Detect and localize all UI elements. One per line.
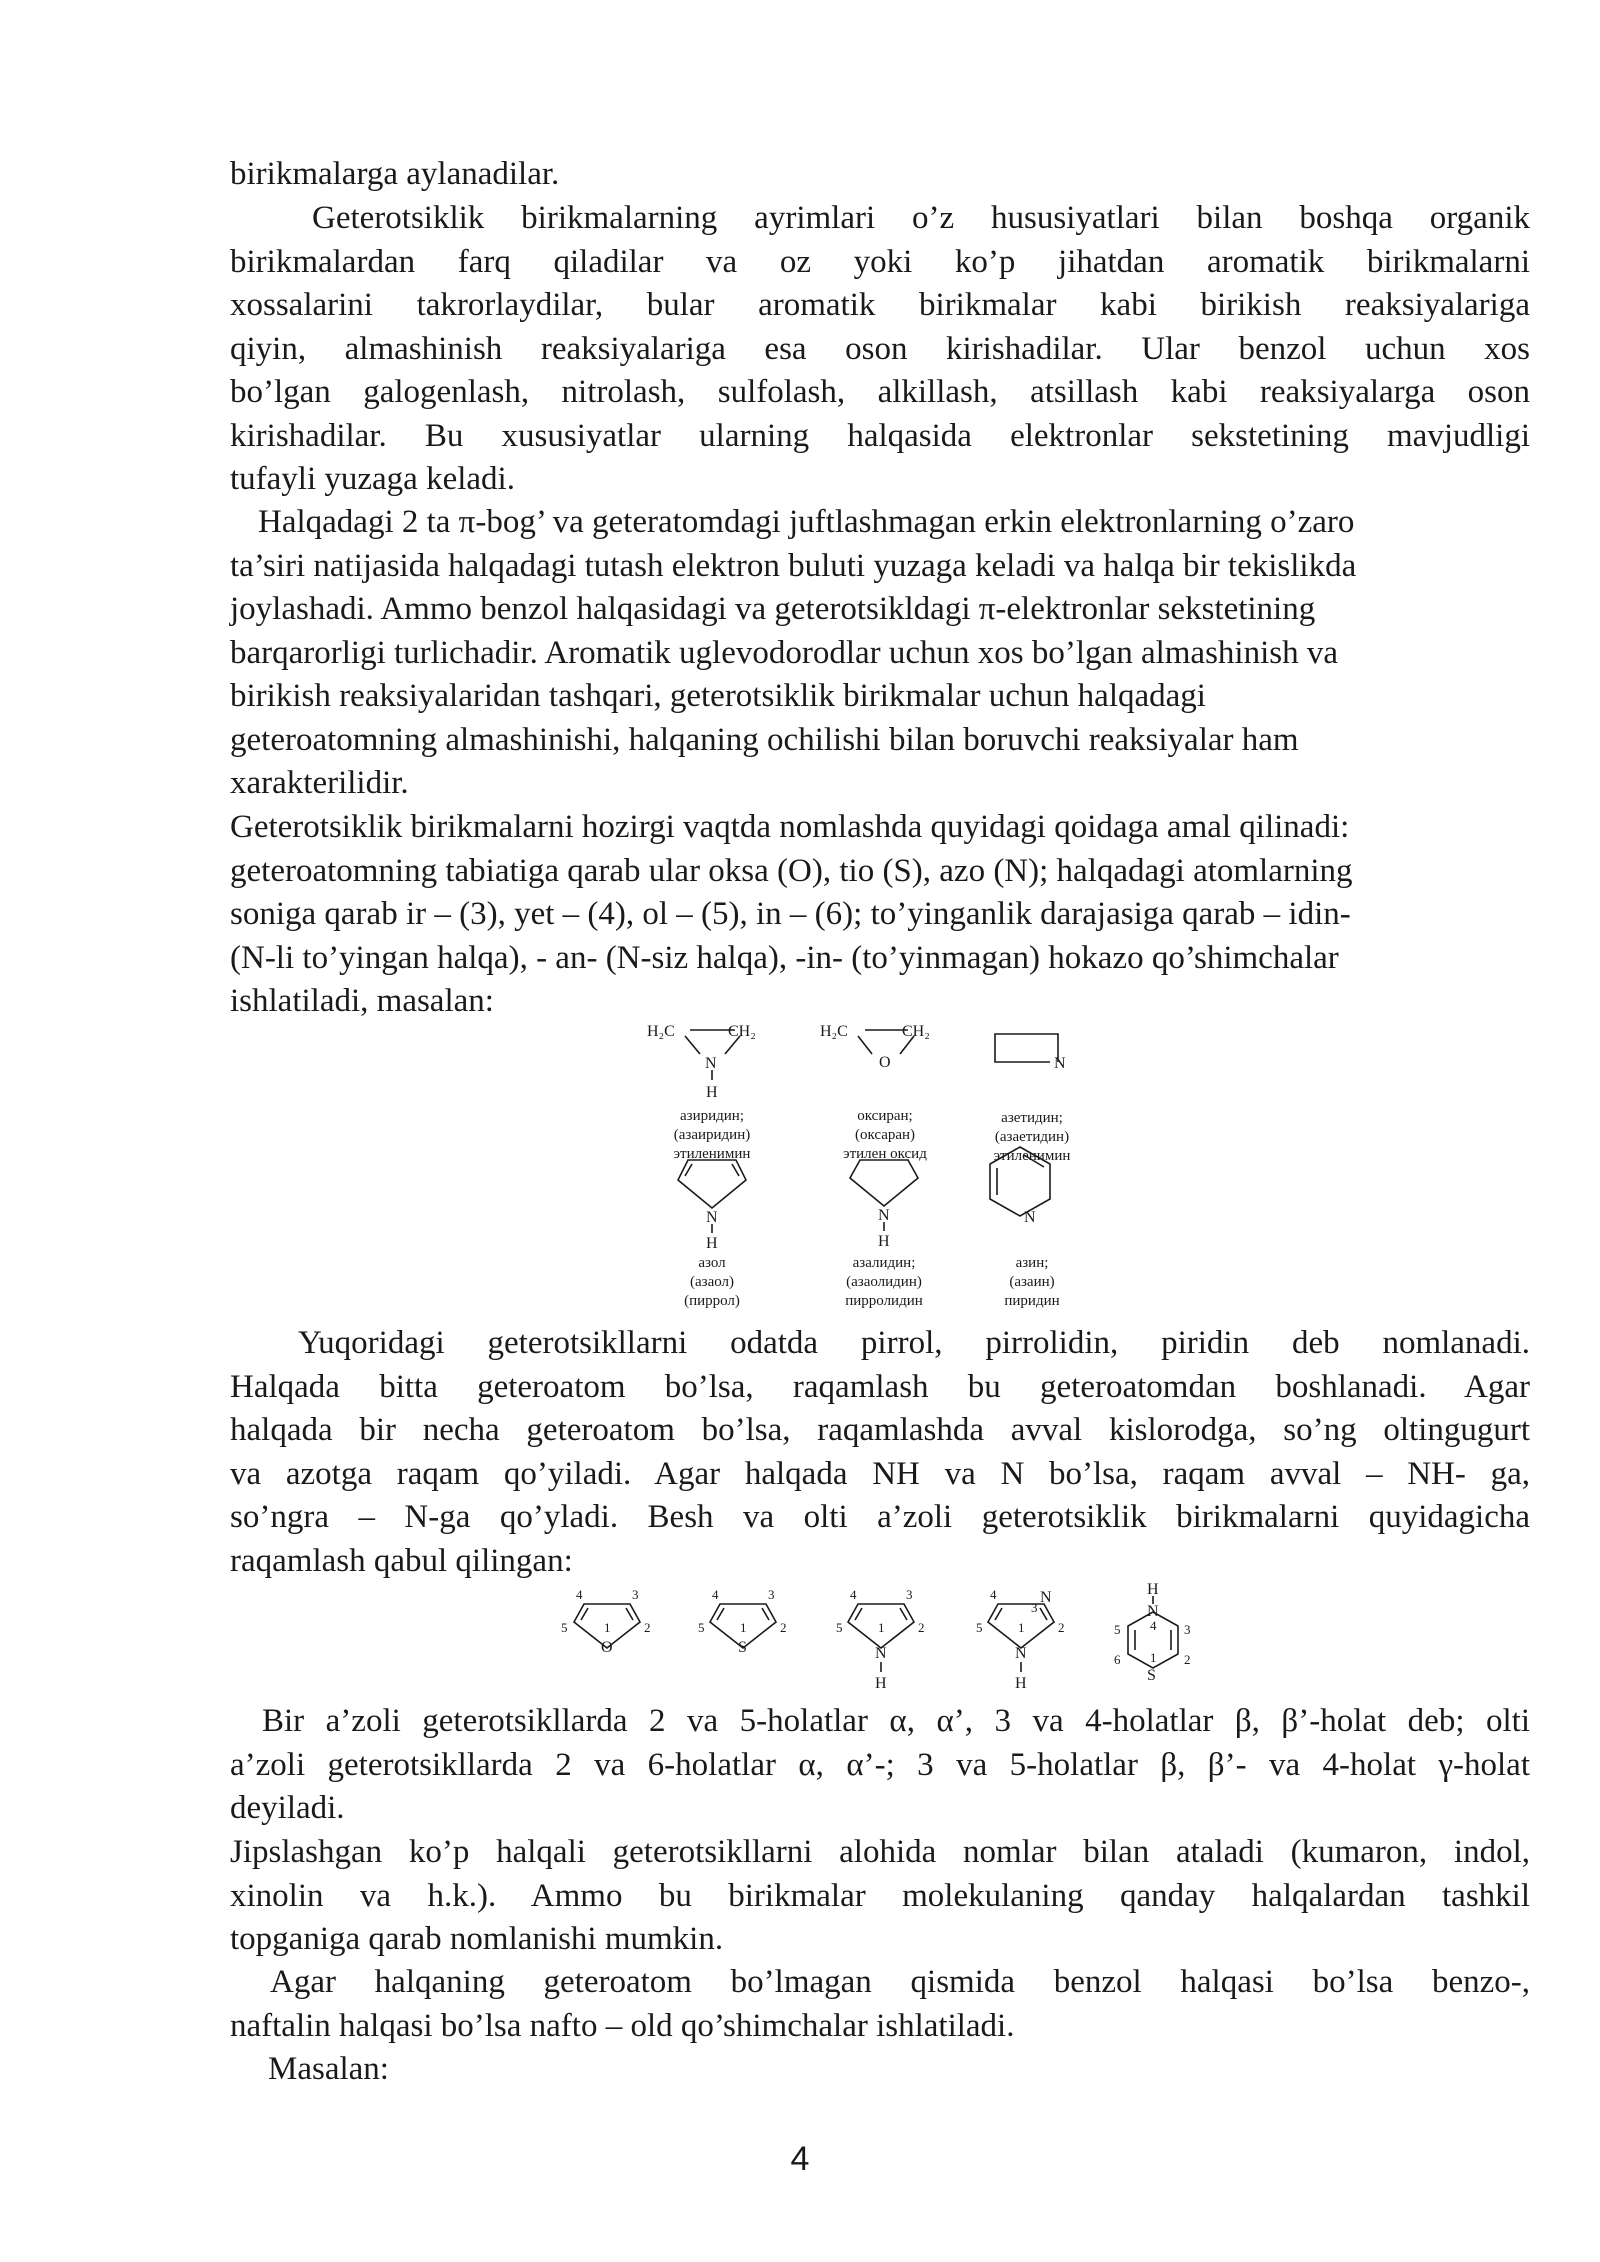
text-line: xarakterilidir.	[230, 765, 409, 801]
caption-line: этиленимин	[673, 1146, 751, 1162]
text-line: so’ngra – N-ga qo’yladi. Besh va olti a’zoli geterotsiklik birikmalarni quyidagicha	[230, 1499, 1530, 1535]
text-line: geteroatomning tabiatiga qarab ular oksa (O), tio (S), azo (N); halqadagi atomlarning	[230, 852, 1353, 889]
ring-position-number: 1	[878, 1620, 885, 1635]
ring-position-number: 3	[1031, 1600, 1038, 1615]
ring-position-number: 1	[1018, 1620, 1025, 1635]
text-line: Agar halqaning geteroatom bo’lmagan qismida benzol halqasi bo’lsa benzo-,	[270, 1964, 1530, 2000]
atom-label: H₂C	[647, 1023, 675, 1040]
atom-label: N	[878, 1207, 890, 1224]
atom-label: N	[1054, 1055, 1066, 1072]
atom-label: H	[1147, 1582, 1159, 1598]
atom-label: O	[879, 1054, 891, 1071]
text-line: naftalin halqasi bo’lsa nafto – old qo’shimchalar ishlatiladi.	[230, 2007, 1015, 2044]
paragraph-naming-rules	[230, 806, 1530, 1024]
text-line: geteroatomning almashinishi, halqaning ochilishi bilan boruvchi reaksiyalar ham	[230, 721, 1299, 758]
text-line: xossalarini takrorlaydilar, bular aromatik birikmalar kabi birikish reaksiyalariga	[230, 287, 1530, 323]
text-line: a’zoli geterotsikllarda 2 va 6-holatlar α, α’-; 3 va 5-holatlar β, β’- va 4-holat γ-holat	[230, 1746, 1530, 1783]
ring-position-number: 5	[561, 1620, 568, 1635]
paragraph-numbering-rules	[230, 1322, 1530, 1583]
text-line: ta’siri natijasida halqadagi tutash elektron buluti yuzaga keladi va halqa bir tekislikda	[230, 547, 1357, 584]
paragraph-position-names	[230, 1700, 1530, 1831]
text-line: deyiladi.	[230, 1790, 345, 1826]
ring-position-number: 2	[1058, 1620, 1065, 1635]
paragraph-prefixes	[230, 1961, 1530, 2048]
atom-label: H	[1015, 1675, 1027, 1692]
atom-label: H	[875, 1675, 887, 1692]
ring-position-number: 4	[712, 1587, 719, 1602]
ring-position-number: 2	[780, 1620, 787, 1635]
page-number: 4	[790, 2140, 810, 2178]
caption-line: азол	[698, 1255, 726, 1271]
ring-position-number: 4	[1150, 1618, 1157, 1633]
paragraph-fused-rings	[230, 1831, 1530, 1962]
heterocycle-names-figure	[640, 1012, 1120, 1322]
text-line: Masalan:	[268, 2051, 389, 2087]
ring-position-number: 2	[1184, 1652, 1191, 1667]
atom-label: H₂C	[820, 1023, 848, 1040]
atom-label: H	[706, 1084, 718, 1101]
atom-label: N	[1024, 1209, 1036, 1226]
caption-line: (оксаран)	[854, 1127, 916, 1143]
atom-label: CH₂	[728, 1023, 756, 1040]
paragraph-example-label	[230, 2048, 1530, 2092]
atom-label: N	[1040, 1589, 1052, 1606]
caption-line: (азаетидин)	[994, 1129, 1070, 1145]
atom-label: N	[875, 1645, 887, 1662]
atom-label: N	[1147, 1603, 1159, 1620]
atom-label: O	[601, 1639, 613, 1656]
caption-line: (пиррол)	[684, 1293, 740, 1309]
caption-line: оксиран;	[857, 1108, 913, 1124]
ring-position-number: 5	[976, 1620, 983, 1635]
text-line: barqarorligi turlichadir. Aromatik uglevodorodlar uchun xos bo’lgan almashinish va	[230, 634, 1338, 671]
text-line: joylashadi. Ammo benzol halqasidagi va geterotsikldagi π-elektronlar sekstetining	[230, 591, 1316, 627]
ring-position-number: 1	[604, 1620, 611, 1635]
ring-position-number: 6	[1114, 1652, 1121, 1667]
atom-label: N	[706, 1209, 718, 1226]
caption-line: пиридин	[1004, 1293, 1060, 1309]
caption-line: азиридин;	[680, 1108, 744, 1124]
text-line: birikish reaksiyalaridan tashqari, geterotsiklik birikmalar uchun halqadagi	[230, 678, 1206, 714]
text-line: bo’lgan galogenlash, nitrolash, sulfolash, alkillash, atsillash kabi reaksiyalarga oson	[230, 374, 1530, 410]
ring-position-number: 5	[836, 1620, 843, 1635]
text-line: birikmalardan farq qiladilar va oz yoki ko’p jihatdan aromatik birikmalarni	[230, 243, 1530, 280]
text-line: Geterotsiklik birikmalarni hozirgi vaqtda nomlashda quyidagi qoidaga amal qilinadi:	[230, 809, 1350, 845]
ring-position-number: 2	[644, 1620, 651, 1635]
paragraph-heterocycle-properties	[230, 197, 1530, 502]
caption-line: (азаиридин)	[673, 1127, 751, 1143]
paragraph-intro	[230, 153, 1530, 197]
text-line: soniga qarab ir – (3), yet – (4), ol – (5), in – (6); to’yinganlik darajasiga qarab – idin-	[230, 896, 1351, 932]
text-line: kirishadilar. Bu xususiyatlar ularning halqasida elektronlar sekstetining mavjudligi	[230, 417, 1530, 454]
ring-position-number: 3	[632, 1587, 639, 1602]
ring-position-number: 1	[1150, 1650, 1157, 1665]
caption-line: азетидин;	[1001, 1110, 1063, 1126]
text-line: xinolin va h.k.). Ammo bu birikmalar molekulaning qanday halqalardan tashkil	[230, 1877, 1530, 1914]
text-line: va azotga raqam qo’yiladi. Agar halqada NH va N bo’lsa, raqam avval – NH- ga,	[230, 1455, 1530, 1492]
ring-position-number: 3	[906, 1587, 913, 1602]
text-line: ishlatiladi, masalan:	[230, 983, 494, 1019]
ring-numbering-figure	[548, 1582, 1208, 1694]
atom-label: CH₂	[902, 1023, 930, 1040]
text-line: qiyin, almashinish reaksiyalariga esa oson kirishadilar. Ular benzol uchun xos	[230, 330, 1530, 367]
paragraph-pi-electrons	[230, 501, 1530, 806]
ring-position-number: 4	[576, 1587, 583, 1602]
text-line: (N-li to’yingan halqa), - an- (N-siz halqa), -in- (to’yinmagan) hokazo qo’shimchalar	[230, 939, 1339, 976]
text-line: Geterotsiklik birikmalarning ayrimlari o’z hususiyatlari bilan boshqa organik	[312, 200, 1530, 236]
atom-label: H	[706, 1235, 718, 1252]
ring-position-number: 3	[1184, 1622, 1191, 1637]
ring-position-number: 5	[1114, 1622, 1121, 1637]
text-line: topganiga qarab nomlanishi mumkin.	[230, 1921, 724, 1957]
text-line: Halqada bitta geteroatom bo’lsa, raqamlash bu geteroatomdan boshlanadi. Agar	[230, 1368, 1530, 1405]
caption-line: азин;	[1015, 1255, 1049, 1271]
caption-line: этилен оксид	[843, 1146, 927, 1162]
text-line: raqamlash qabul qilingan:	[230, 1542, 573, 1579]
ring-position-number: 3	[768, 1587, 775, 1602]
atom-label: H	[878, 1233, 890, 1250]
text-line: halqada bir necha geteroatom bo’lsa, raqamlashda avval kislorodga, so’ng oltingugurt	[230, 1412, 1530, 1448]
ring-position-number: 2	[918, 1620, 925, 1635]
text-line: Jipslashgan ko’p halqali geterotsikllarni alohida nomlar bilan ataladi (kumaron, indol,	[230, 1834, 1530, 1870]
text-line: Yuqoridagi geterotsikllarni odatda pirrol, pirrolidin, piridin deb nomlanadi.	[298, 1325, 1530, 1361]
text-line: Bir a’zoli geterotsikllarda 2 va 5-holatlar α, α’, 3 va 4-holatlar β, β’-holat deb; olti	[262, 1703, 1530, 1739]
text-line: birikmalarga aylanadilar.	[230, 156, 560, 192]
ring-position-number: 5	[698, 1620, 705, 1635]
atom-label: N	[1015, 1645, 1027, 1662]
caption-line: азалидин;	[852, 1255, 916, 1271]
atom-label: S	[738, 1639, 747, 1656]
atom-label: S	[1147, 1667, 1156, 1684]
ring-position-number: 4	[850, 1587, 857, 1602]
ring-position-number: 4	[990, 1587, 997, 1602]
text-line: tufayli yuzaga keladi.	[230, 461, 515, 497]
caption-line: этиленимин	[993, 1148, 1071, 1164]
atom-label: N	[705, 1055, 717, 1072]
caption-line: (азаол)	[689, 1274, 735, 1290]
caption-line: (азаолидин)	[846, 1274, 922, 1290]
text-line: Halqadagi 2 ta π-bog’ va geteratomdagi juftlashmagan erkin elektronlarning o’zaro	[258, 504, 1355, 540]
ring-position-number: 1	[740, 1620, 747, 1635]
caption-line: пирролидин	[845, 1293, 923, 1309]
caption-line: (азаин)	[1009, 1274, 1055, 1290]
